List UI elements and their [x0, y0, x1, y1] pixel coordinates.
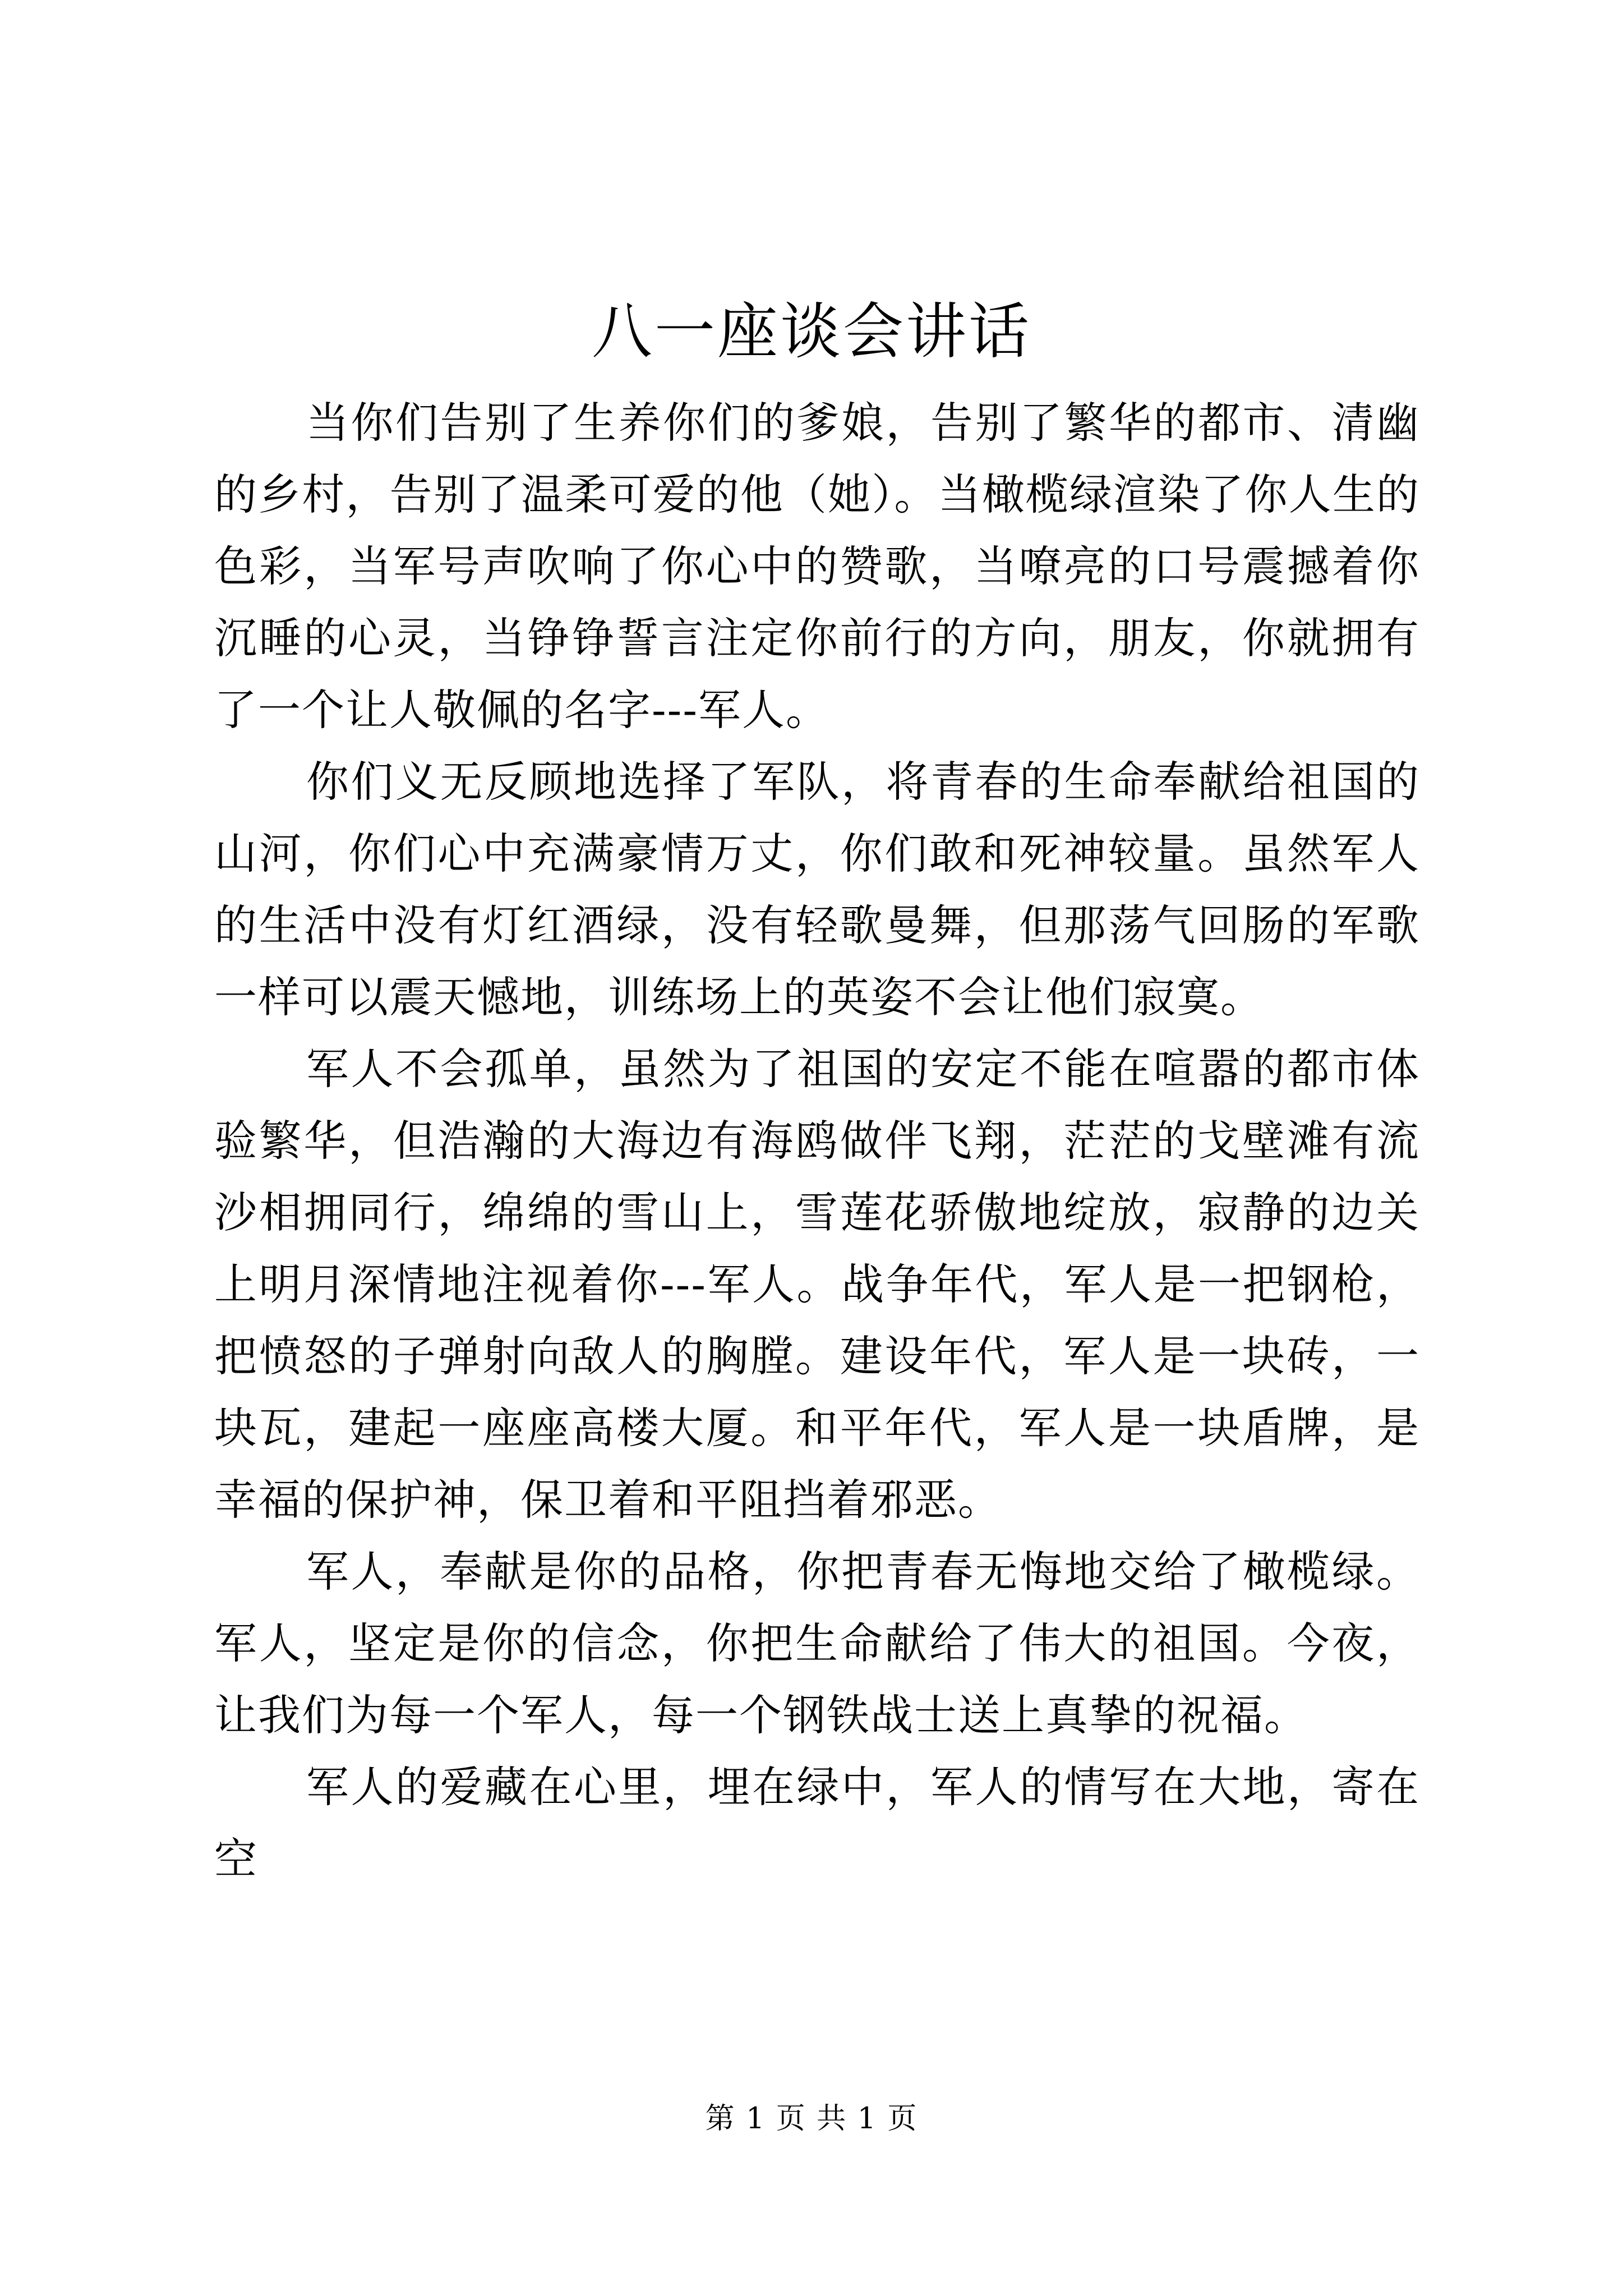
page-footer: 第 1 页 共 1 页 [705, 2102, 918, 2136]
paragraph-1: 当你们告别了生养你们的爹娘，告别了繁华的都市、清幽的乡村，告别了温柔可爱的他（她）。当橄榄绿渲染了你人生的色彩，当军号声吹响了你心中的赞歌，当嘹亮的口号震撼着你沉睡的心灵，当铮铮誓言注定你前行的方向，朋友，你就拥有了一个让人敬佩的名字---军人。 [214, 398, 1420, 735]
paragraph-2: 你们义无反顾地选择了军队，将青春的生命奉献给祖国的山河，你们心中充满豪情万丈，你们敢和死神较量。虽然军人的生活中没有灯红酒绿，没有轻歌曼舞，但那荡气回肠的军歌一样可以震天憾地，训练场上的英姿不会让他们寂寞。 [214, 757, 1420, 1022]
document-title: 八一座谈会讲话 [591, 297, 1031, 367]
paragraph-4: 军人，奉献是你的品格，你把青春无悔地交给了橄榄绿。军人，坚定是你的信念，你把生命献给了伟大的祖国。今夜，让我们为每一个军人，每一个钢铁战士送上真挚的祝福。 [214, 1547, 1420, 1740]
document-body [214, 387, 1420, 1895]
paragraph-5: 军人的爱藏在心里，埋在绿中，军人的情写在大地，寄在空 [214, 1762, 1420, 1884]
paragraph-3: 军人不会孤单，虽然为了祖国的安定不能在喧嚣的都市体验繁华，但浩瀚的大海边有海鸥做伴飞翔，茫茫的戈壁滩有流沙相拥同行，绵绵的雪山上，雪莲花骄傲地绽放，寂静的边关上明月深情地注视着你---军人。战争年代，军人是一把钢枪，把愤怒的子弹射向敌人的胸膛。建设年代，军人是一块砖，一块瓦，建起一座座高楼大厦。和平年代，军人是一块盾牌，是幸福的保护神，保卫着和平阻挡着邪恶。 [214, 1044, 1420, 1525]
